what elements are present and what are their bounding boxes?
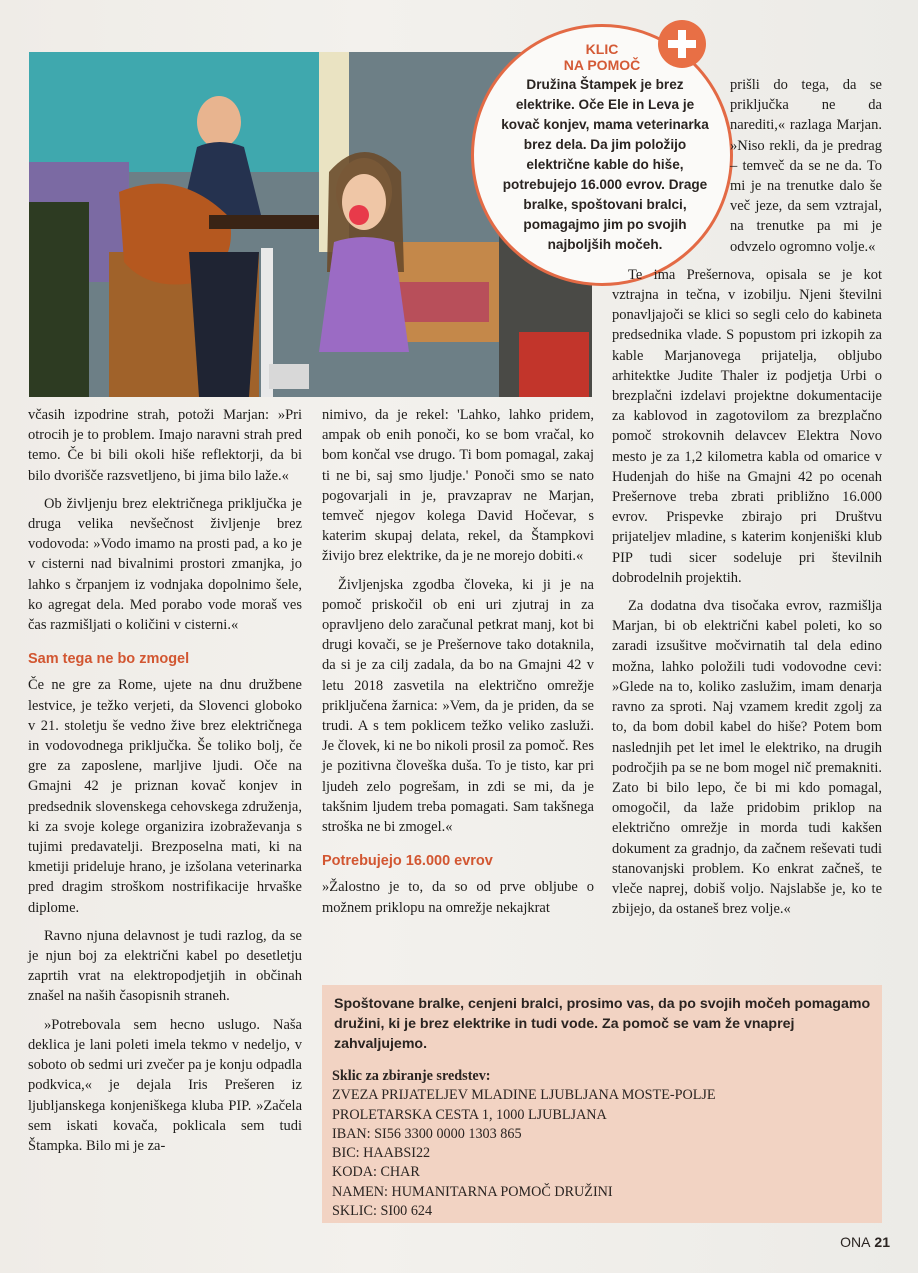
text-beside-callout (612, 75, 882, 257)
callout-kicker-line1: KLIC (585, 41, 619, 57)
magazine-name: ONA (840, 1234, 871, 1250)
page-number: 21 (874, 1234, 890, 1250)
payment-line: BIC: HAABSI22 (332, 1145, 431, 1162)
payment-heading: Sklic za zbiranje sredstev: (332, 1068, 491, 1084)
paragraph: Te ima Prešernova, opisala se je kot vztrajna in tečna, v izobilju. Njeni številni ponavljajoči se klici so segli celo do kabineta predsednika vlade. S popustom pri izkopih za kable Marjanovega prijatelja, obljubo arhitektke Judite Thaler iz podjetja Urbi o brezplačni izdelavi projektne dokumentacije za kablovod in zagotovilom za brezplačno pomoč strokovnih delavcev Elektra Novo mesto je za 1,2 kilometra kabla od omarice v Hudenjah do hiše na Gmajni 42 po ocenah Prešernove treba zbrati približno 16.000 evrov. Prispevke zbirajo pri Društvu prijateljev mladine, s katerim konjeniški klub PIP tudi sicer sodeluje pri številnih dobrodelnih projektih. (612, 266, 882, 586)
paragraph: prišli do tega, da se priključka ne da narediti,« razlaga Marjan. »Niso rekli, da je predrag – temveč da se ne da. To mi je na trenutke dalo še več jeze, da sem vztrajal, na trenutke pa mi je odvzelo ogromno volje.« (730, 77, 882, 255)
payment-line: ZVEZA PRIJATELJEV MLADINE LJUBLJANA MOSTE-POLJE (332, 1087, 716, 1104)
paragraph: Če ne gre za Rome, ujete na dnu družbene lestvice, je težko verjeti, da Slovenci globoko v 21. stoletju še vedno žive brez električnega in vodovodnega priključka. Še toliko bolj, če gre za zaposlene, marljive ljudi. Oče na Gmajni 42 je priznan kovač konjev in predsednik slovenskega cehovskega združenja, ki za svoje kolege organizira izobraževanja s tujimi predavatelji. Brezposelna mati, ki na kmetiji prideluje hrano, je izšolana veterinarka pred dragim stroškom nostrifikacije hrvaške diplome. (28, 677, 302, 916)
column-3 (612, 75, 882, 927)
paragraph: Ob življenju brez električnega priključka je druga velika nevšečnost življenje brez vodovoda: »Vodo imamo na prosti pad, a ko je v cisterni nad bivalnimi prostori zmanjka, jo lahko s črpanjem iz vodnjaka dopolnimo šele, ko agregat dela. Med porabo vode moraš ves čas razmišljati o količini v cisterni.« (28, 495, 302, 634)
payment-line: PROLETARSKA CESTA 1, 1000 LJUBLJANA (332, 1106, 607, 1123)
donation-appeal: Spoštovane bralke, cenjeni bralci, prosimo vas, da po svojih močeh pomagamo družini, ki je brez elektrike in tudi vode. Za pomoč se vam že vnaprej zahvaljujemo. (334, 996, 871, 1052)
paragraph: Življenjska zgodba človeka, ki ji je na pomoč priskočil ob eni uri zjutraj in za opravljeno delo zaračunal petkrat manj, kot bi drugi kovači, se je Prešernove tako dotaknila, da si je za cilj zadala, da bo na Gmajni 42 v letu 2018 zasvetila na električno omrežje priključena žarnica: »Vem, da je priden, da se trudi. A s tem poklicem težko veliko zasluži. Je človek, ki ne bo nikoli prosil za pomoč. Res je pozitivna človeška duša. To je tisto, kar pri ljudeh zelo pogrešam, in zdi se mi, da je takšnim ljudem treba pomagati. Sam takšnega stroška ne bi zmogel.« (322, 576, 594, 836)
callout-text: Družina Štampek je brez elektrike. Oče Ele in Leva je kovač konjev, mama veterinarka brez dela. Da jim položijo električne kable do hiše, potrebujejo 16.000 evrov. Drage bralke, spoštovani bralci, pomagajmo jim po svojih najboljših močeh. (501, 77, 709, 252)
paragraph: Za dodatna dva tisočaka evrov, razmišlja Marjan, bi ob električni kabel poleti, ko so zaradi izsušitve močvirnatih tal dela edino možna, lahko položili tudi vodovodne cevi: »Glede na to, koliko zaslužim, imam denarja ravno za sproti. Naj vzamem kredit zgolj za to, da bom dobil kabel do hiše? Potem bom naslednjih pet let imel le elektriko, na drugih področjih pa se ne bom mogel nič premakniti. Zato bi bilo lepo, če bi mi kdo pomagal, omogočil, da laže pridobim priklop na električno omrežje in morda tudi kakšen dokument za gradnjo, da začnem reševati tudi stanovanjski problem. Ko enkrat začneš, te vleče naprej, dobiš voljo. Najslabše je, ko te zbijejo, da ostaneš brez volje.« (612, 598, 882, 918)
payment-line: SKLIC: SI00 624 (332, 1203, 433, 1220)
paragraph: »Žalostno je to, da so od prve obljube o možnem priklopu na omrežje nekajkrat (322, 879, 594, 916)
payment-line: NAMEN: HUMANITARNA POMOČ DRUŽINI (332, 1183, 613, 1200)
payment-line: IBAN: SI56 3300 0000 1303 865 (332, 1125, 522, 1142)
payment-details (332, 1067, 872, 1221)
plus-icon (658, 20, 706, 68)
page-folio (840, 1234, 890, 1250)
paragraph: Ravno njuna delavnost je tudi razlog, da se je njun boj za električni kabel po desetletju zaprtih vrat na elektropodjetjih in občinah znašel na naših časopisnih straneh. (28, 927, 302, 1005)
paragraph: včasih izpodrine strah, potoži Marjan: »Pri otrocih je to problem. Imajo naravni strah pred temo. Če bi bili okoli hiše reflektorji, da bi bilo dvorišče razsvetljeno, bi jima bilo laže.« (28, 407, 302, 484)
paragraph: nimivo, da je rekel: 'Lahko, lahko pridem, ampak ob enih ponoči, ko se bom vračal, ko bom končal vse drugo. Ti bom pomagal, zakaj ti ne bi, saj smo ljudje.' Ponoči smo se nato pogovarjali in je, pravzaprav ne Marjan, temveč njegov kolega David Hočevar, s katerim skupaj delata, rekel, da Štampkovi živijo brez elektrike, da je ne morejo dobiti.« (322, 407, 594, 565)
paragraph: »Potrebovala sem hecno uslugo. Naša deklica je lani poleti imela tekmo v nedeljo, v soboto ob sedmi uri zvečer pa je konju odpadla podkvica,« je dejala Iris Prešeren iz ljubljanskega konjeniškega kluba PIP. »Začela sem iskati kovača, poklicala sem tudi Štampka. Bilo mi je za- (28, 1016, 302, 1154)
donation-box (322, 985, 882, 1223)
subheading: Sam tega ne bo zmogel (28, 651, 190, 668)
callout-kicker-line2: NA POMOČ (563, 57, 641, 73)
column-2 (322, 405, 594, 926)
payment-line: KODA: CHAR (332, 1164, 420, 1181)
column-1 (28, 405, 302, 1164)
subheading: Potrebujejo 16.000 evrov (322, 853, 493, 870)
